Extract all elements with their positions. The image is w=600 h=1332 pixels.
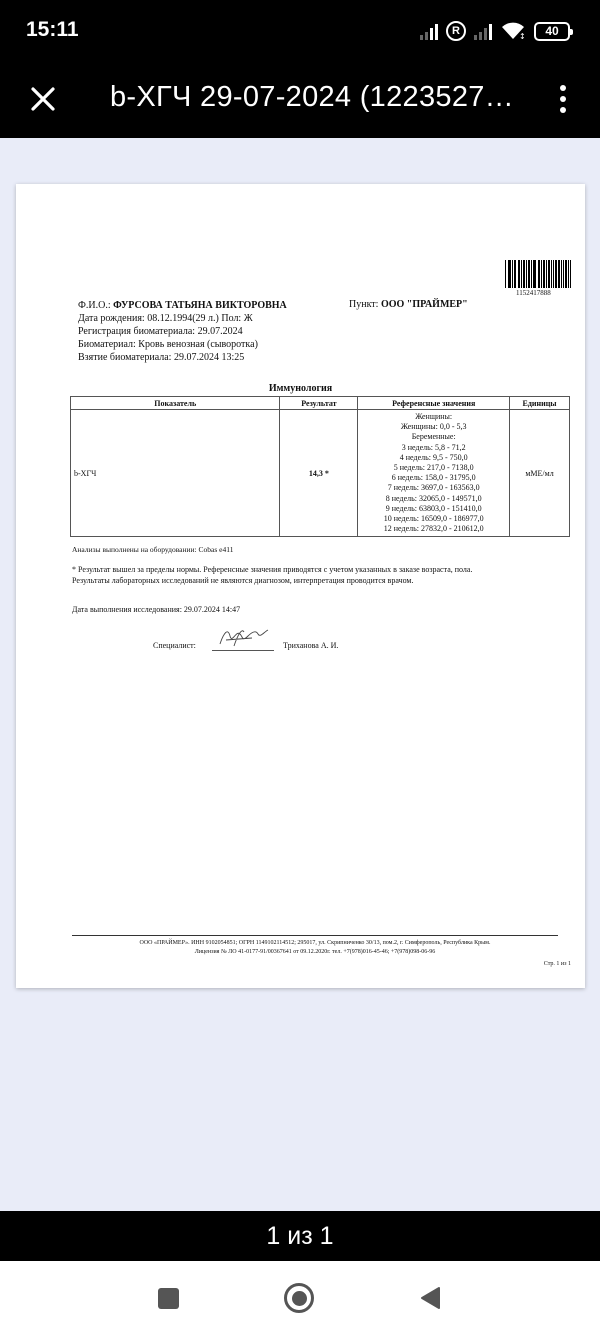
note-line-2: Результаты лабораторных исследований не являются диагнозом, интерпретация проводится врачом. [72,576,414,585]
collection-line: Взятие биоматериала: 29.07.2024 13:25 [78,352,245,363]
result-note [72,564,472,586]
reference-line: 7 недель: 3697,0 - 163563,0 [387,483,480,493]
footer-divider [72,935,558,936]
reference-line: 10 недель: 16509,0 - 186977,0 [383,514,484,524]
reference-line: 3 недель: 5,8 - 71,2 [401,442,466,452]
signal-icon [420,22,438,40]
back-button[interactable] [410,1281,450,1315]
specialist-name: Триханова А. И. [283,641,339,650]
page-footer-info [72,939,558,957]
note-line-1: * Результат вышел за пределы нормы. Референсные значения приводятся с учетом указанных в заказе возраста, пола. [72,565,473,574]
equipment-note: Анализы выполнены на оборудовании: Cobas e411 [72,545,234,554]
reference-line: 12 недель: 27832,0 - 210612,0 [383,524,484,534]
status-time: 15:11 [26,18,79,41]
document-title: b-ХГЧ 29-07-2024 (1223527… [110,81,514,113]
home-icon [284,1283,314,1313]
header-reference: Референсные значения [358,397,510,410]
status-icons [420,18,570,44]
reference-line: Беременные: [411,432,456,442]
point-label: Пункт: [349,299,379,310]
cell-reference [358,410,510,537]
section-title: Иммунология [268,383,333,394]
header-units: Единицы [510,397,570,410]
table-row [71,410,570,537]
execution-date: Дата выполнения исследования: 29.07.2024 14:47 [72,605,241,614]
registration-line: Регистрация биоматериала: 29.07.2024 [78,326,243,337]
reference-line: 8 недель: 32065,0 - 149571,0 [385,493,482,503]
patient-info [78,299,287,364]
footer-line-1: ООО «ПРАЙМЕР». ИНН 9102054851; ОГРН 1149102114512; 295017, ул. Скрипниченко 30/13, пом.2, г. Симферополь, Республика Крым. [139,940,491,946]
header-result: Результат [280,397,358,410]
footer-line-2: Лицензия № ЛО 41-0177-91/00367641 от 09.12.2020г. тел. +7(978)016-45-46; +7(978)098-06-96 [194,949,436,955]
reference-line: 4 недель: 9,5 - 750,0 [399,452,468,462]
point-value: ООО "ПРАЙМЕР" [380,299,468,310]
biomaterial-line: Биоматериал: Кровь венозная (сыворотка) [78,339,258,350]
reference-line: Женщины: [415,412,453,421]
battery-icon: 40 [534,22,570,41]
signal-icon-2 [474,22,492,40]
header-indicator: Показатель [71,397,280,410]
reference-line: 5 недель: 217,0 - 7138,0 [393,463,474,473]
pdf-page [16,184,585,988]
reference-line: 6 недель: 158,0 - 31795,0 [391,473,476,483]
navigation-bar [0,1261,600,1332]
barcode-number: 1152417888 [516,289,551,297]
back-icon [419,1286,441,1310]
page-number: Стр. 1 из 1 [543,961,571,967]
more-vert-icon [560,85,566,91]
cell-units: мМЕ/мл [510,410,570,537]
more-options-button[interactable] [548,78,578,120]
reference-line: Женщины: 0,0 - 5,3 [400,422,467,432]
patient-name: ФУРСОВА ТАТЬЯНА ВИКТОРОВНА [113,300,287,311]
fio-label: Ф.И.О.: [78,300,111,311]
app-bar [0,62,600,138]
point-info [349,299,468,310]
specialist-label: Специалист: [153,641,196,650]
cell-indicator: b-ХГЧ [71,410,280,537]
birth-line: Дата рождения: 08.12.1994(29 л.) Пол: Ж [78,313,253,324]
recent-apps-button[interactable] [148,1281,188,1315]
signature-line [212,650,274,651]
close-icon [30,86,56,112]
page-indicator: 1 из 1 [0,1211,600,1261]
results-table [70,396,570,537]
pdf-viewer[interactable] [0,138,600,1211]
status-bar [0,0,600,62]
home-button[interactable] [279,1281,319,1315]
recent-apps-icon [158,1288,179,1309]
cell-result: 14,3 * [280,410,358,537]
registered-icon: R [446,21,466,41]
barcode [505,260,571,288]
table-header-row [71,397,570,410]
reference-line: 9 недель: 63803,0 - 151410,0 [385,503,482,513]
close-button[interactable] [22,78,64,120]
signature-image [212,624,274,650]
wifi-icon [500,21,526,41]
svg-text:↕: ↕ [519,32,526,41]
